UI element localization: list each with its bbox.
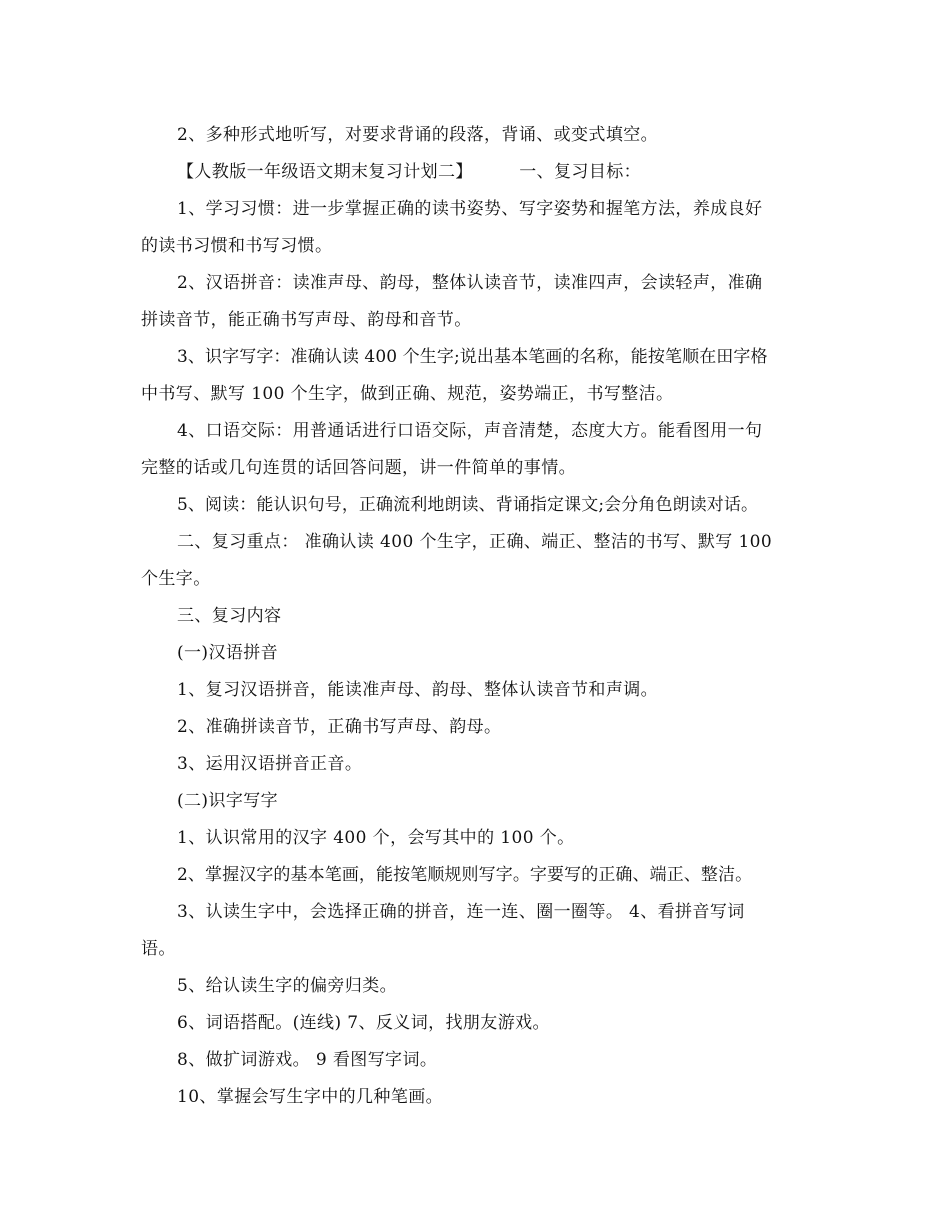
subsection-heading-line: (一)汉语拼音 (177, 643, 279, 663)
paragraph-line: 2、多种形式地听写，对要求背诵的段落，背诵、或变式填空。 (177, 125, 659, 145)
list-item: 6、词语搭配。(连线) 7、反义词，找朋友游戏。 (177, 1013, 550, 1033)
list-item: 5、给认读生字的偏旁归类。 (177, 976, 398, 996)
paragraph-line: 4、口语交际：用普通话进行口语交际，声音清楚，态度大方。能看图用一句 (177, 421, 763, 441)
paragraph-line: 二、复习重点： 准确认读 400 个生字，正确、端正、整洁的书写、默写 100 (177, 532, 773, 552)
paragraph-line: 拼读音节，能正确书写声母、韵母和音节。 (141, 310, 472, 330)
list-item: 10、掌握会写生字中的几种笔画。 (177, 1087, 444, 1107)
paragraph-line: 1、学习习惯：进一步掌握正确的读书姿势、写字姿势和握笔方法，养成良好 (177, 199, 763, 219)
list-item: 1、复习汉语拼音，能读准声母、韵母、整体认读音节和声调。 (177, 680, 659, 700)
paragraph-line: 语。 (141, 939, 176, 959)
paragraph-line: 完整的话或几句连贯的话回答问题，讲一件简单的事情。 (141, 458, 576, 478)
list-item: 8、做扩词游戏。 9 看图写字词。 (177, 1050, 438, 1070)
paragraph-line: 个生字。 (141, 569, 211, 589)
subsection-heading-line: (二)识字写字 (177, 791, 279, 811)
paragraph-line: 3、识字写字：准确认读 400 个生字;说出基本笔画的名称，能按笔顺在田字格 (177, 347, 768, 367)
list-item: 3、运用汉语拼音正音。 (177, 754, 363, 774)
document-page (141, 117, 821, 1116)
paragraph-line: 2、汉语拼音：读准声母、韵母，整体认读音节，读准四声，会读轻声，准确 (177, 273, 763, 293)
section-heading-line: 【人教版一年级语文期末复习计划二】 一、复习目标： (177, 162, 642, 182)
list-item: 1、认识常用的汉字 400 个，会写其中的 100 个。 (177, 828, 575, 848)
paragraph-line: 5、阅读：能认识句号，正确流利地朗读、背诵指定课文;会分角色朗读对话。 (177, 495, 759, 515)
section-heading-line: 三、复习内容 (177, 606, 282, 626)
paragraph-line: 的读书习惯和书写习惯。 (141, 236, 333, 256)
list-item: 2、准确拼读音节，正确书写声母、韵母。 (177, 717, 502, 737)
list-item: 2、掌握汉字的基本笔画，能按笔顺规则写字。字要写的正确、端正、整洁。 (177, 865, 753, 885)
list-item: 3、认读生字中，会选择正确的拼音，连一连、圈一圈等。 4、看拼音写词 (177, 902, 745, 922)
paragraph-line: 中书写、默写 100 个生字，做到正确、规范，姿势端正，书写整洁。 (141, 384, 674, 404)
